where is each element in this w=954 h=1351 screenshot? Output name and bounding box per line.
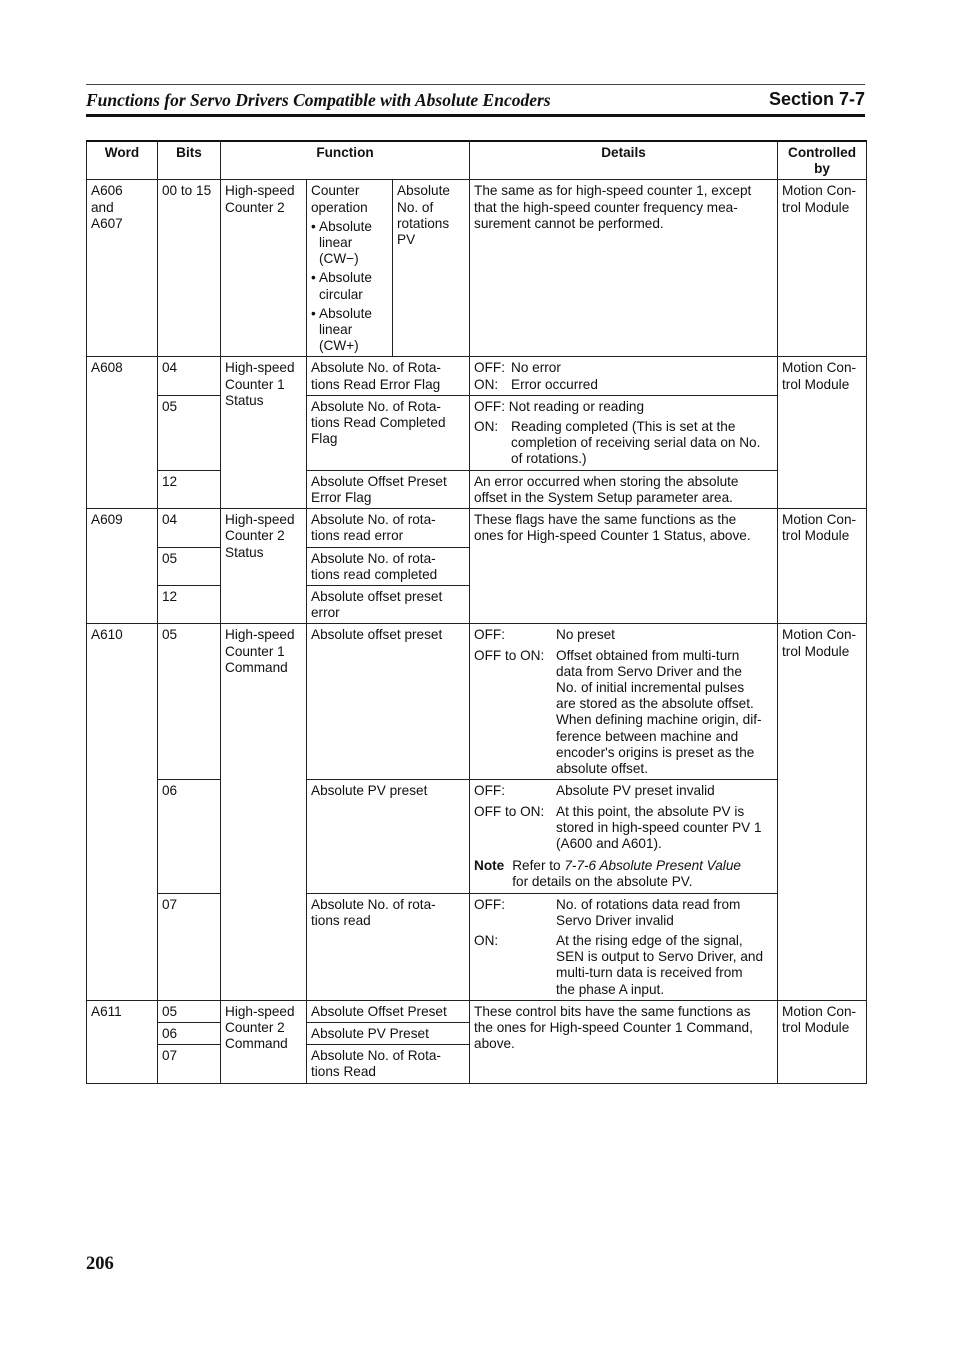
bits-cell: 07 xyxy=(158,1045,221,1083)
sub-function-cell: Absolute No. of rota- tions read error xyxy=(307,509,470,547)
auxiliary-area-table xyxy=(86,140,867,1084)
table-row xyxy=(87,624,867,780)
controlled-by-cell: Motion Con- trol Module xyxy=(778,180,867,357)
bits-cell: 12 xyxy=(158,470,221,508)
sub-function-cell: Absolute No. of rota- tions read completed xyxy=(307,547,470,585)
details-cell: OFF: Not reading or reading ON: Reading completed (This is set at the completion of receiving serial data on No. of rotations.) xyxy=(470,395,778,470)
table-row xyxy=(87,180,867,357)
table-row xyxy=(87,1000,867,1022)
col-header-bits: Bits xyxy=(158,141,221,180)
table-row xyxy=(87,357,867,395)
controlled-by-cell: Motion Con- trol Module xyxy=(778,624,867,1000)
sub-function-cell: Absolute No. of Rota- tions Read Error Flag xyxy=(307,357,470,395)
function-cell: High-speed Counter 1 Status xyxy=(221,357,307,509)
col-header-details: Details xyxy=(470,141,778,180)
table-header-row xyxy=(87,141,867,180)
page-number: 206 xyxy=(86,1254,114,1274)
word-cell: A611 xyxy=(87,1000,158,1083)
function-cell: High-speed Counter 1 Command xyxy=(221,624,307,1000)
details-cell: These flags have the same functions as the ones for High-speed Counter 1 Status, above. xyxy=(470,509,778,624)
controlled-by-cell: Motion Con- trol Module xyxy=(778,1000,867,1083)
sub-function-cell: Absolute Offset Preset Error Flag xyxy=(307,470,470,508)
note-reference: 7-7-6 Absolute Present Value xyxy=(564,858,741,874)
sub-function-cell: Absolute PV Preset xyxy=(307,1022,470,1044)
col-header-controlled-by: Controlled by xyxy=(778,141,867,180)
sub-function-cell: Absolute Offset Preset xyxy=(307,1000,470,1022)
col-header-function: Function xyxy=(221,141,470,180)
bits-cell: 05 xyxy=(158,1000,221,1022)
page-header-title: Functions for Servo Drivers Compatible with Absolute Encoders xyxy=(86,90,551,110)
details-cell: These control bits have the same functions as the ones for High-speed Counter 1 Command, above. xyxy=(470,1000,778,1083)
table-row xyxy=(87,470,867,508)
sub-function-cell: Absolute PV preset xyxy=(307,780,470,893)
section-label: Section 7-7 xyxy=(768,89,865,109)
details-cell: OFF: No error ON: Error occurred xyxy=(470,357,778,395)
word-cell: A610 xyxy=(87,624,158,1000)
bits-cell: 06 xyxy=(158,1022,221,1044)
rotations-pv-cell: Absolute No. of rotations PV xyxy=(393,180,470,357)
details-cell: OFF: No. of rotations data read from Servo Driver invalid ON: At the rising edge of the signal, SEN is output to Servo Driver, and multi-turn data is received from the phase A input. xyxy=(470,893,778,1000)
bits-cell: 05 xyxy=(158,547,221,585)
table-row xyxy=(87,893,867,1000)
details-cell: OFF: Absolute PV preset invalid OFF to ON: At this point, the absolute PV is stored in high-speed counter PV 1 (A600 and A601). Note Refer to 7-7-6 Absolute Present Value for details on the absolute PV. xyxy=(470,780,778,893)
controlled-by-cell: Motion Con- trol Module xyxy=(778,357,867,509)
note: Note Refer to 7-7-6 Absolute Present Value for details on the absolute PV. xyxy=(474,858,741,890)
counter-operation-cell: Counter operation • Absolute linear (CW−) • Absolute circular • Absolute linear (CW+) xyxy=(307,180,393,357)
bits-cell: 04 xyxy=(158,509,221,547)
bullet-item: • Absolute linear (CW+) xyxy=(311,305,372,354)
word-cell: A606 and A607 xyxy=(87,180,158,357)
sub-function-cell: Absolute offset preset error xyxy=(307,586,470,624)
sub-function-cell: Absolute offset preset xyxy=(307,624,470,780)
function-cell: High-speed Counter 2 Status xyxy=(221,509,307,624)
sub-function-cell: Absolute No. of rota- tions read xyxy=(307,893,470,1000)
bits-cell: 00 to 15 xyxy=(158,180,221,357)
details-cell: The same as for high-speed counter 1, except that the high-speed counter frequency mea- surement cannot be performed. xyxy=(470,180,778,357)
table-row xyxy=(87,395,867,470)
function-cell: High-speed Counter 2 xyxy=(221,180,307,357)
bits-cell: 06 xyxy=(158,780,221,893)
controlled-by-cell: Motion Con- trol Module xyxy=(778,509,867,624)
bits-cell: 05 xyxy=(158,624,221,780)
table-row xyxy=(87,780,867,893)
function-cell: High-speed Counter 2 Command xyxy=(221,1000,307,1083)
table-row xyxy=(87,509,867,547)
col-header-word: Word xyxy=(87,141,158,180)
word-cell: A608 xyxy=(87,357,158,509)
sub-function-cell: Absolute No. of Rota- tions Read Completed Flag xyxy=(307,395,470,470)
details-cell: An error occurred when storing the absolute offset in the System Setup parameter area. xyxy=(470,470,778,508)
header-top-rule xyxy=(86,84,865,85)
header-bottom-rule xyxy=(86,114,865,117)
details-cell: OFF: No preset OFF to ON: Offset obtained from multi-turn data from Servo Driver and the No. of initial incremental pulses are stored as the absolute offset. When defining machine origin, dif- ference between machine and encoder's origins is preset as the absolute offset. xyxy=(470,624,778,780)
bits-cell: 07 xyxy=(158,893,221,1000)
word-cell: A609 xyxy=(87,509,158,624)
bullet-item: • Absolute circular xyxy=(311,270,372,302)
bits-cell: 04 xyxy=(158,357,221,395)
bullet-item: • Absolute linear (CW−) xyxy=(311,218,372,267)
bits-cell: 05 xyxy=(158,395,221,470)
sub-function-cell: Absolute No. of Rota- tions Read xyxy=(307,1045,470,1083)
bits-cell: 12 xyxy=(158,586,221,624)
